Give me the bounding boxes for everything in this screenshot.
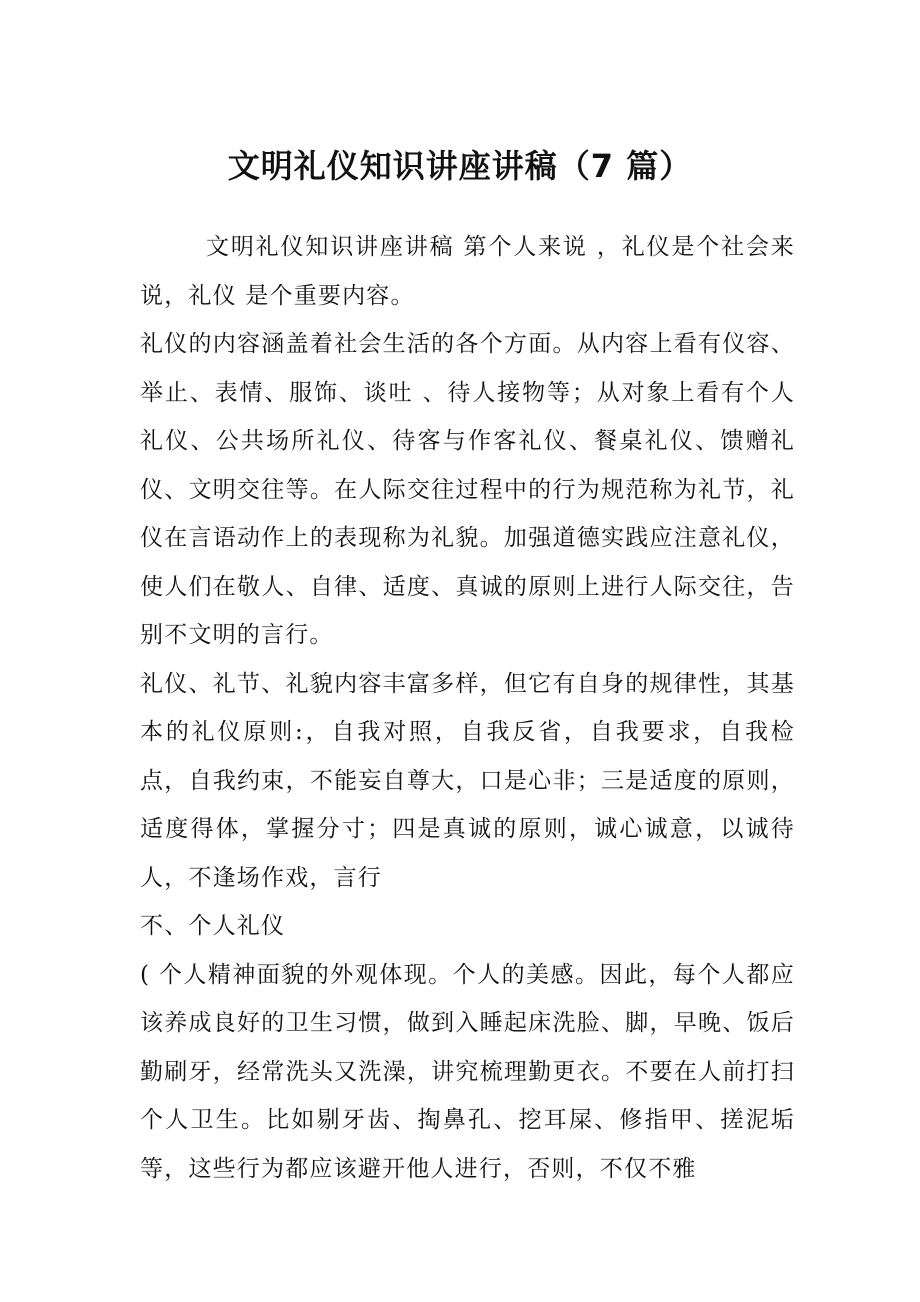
document-title: 文明礼仪知识讲座讲稿（7 篇） [227, 147, 693, 185]
paragraph-intro: 文明礼仪知识讲座讲稿 第个人来说 ，礼仪是个社会来说，礼仪 是个重要内容。 [140, 234, 795, 309]
document-body [140, 223, 795, 1193]
paragraph-personal-hygiene: ( 个人精神面貌的外观体现。个人的美感。因此，每个人都应该养成良好的卫生习惯，做到入睡起床洗脸、脚，早晚、饭后勤刷牙，经常洗头又洗澡，讲究梳理勤更衣。不要在人前打扫个人卫生。比如剔牙齿、掏鼻孔、挖耳屎、修指甲、搓泥垢等，这些行为都应该避开他人进行，否则，不仅不雅 [140, 961, 795, 1182]
paragraph-content-scope: 礼仪的内容涵盖着社会生活的各个方面。从内容上看有仪容、举止、表情、服饰、谈吐 、待人接物等；从对象上看有个人礼仪、公共场所礼仪、待客与作客礼仪、餐桌礼仪、馈赠礼仪、文明交往等。在人际交往过程中的行为规范称为礼节，礼仪在言语动作上的表现称为礼貌。加强道德实践应注意礼仪，使人们在敬人、自律、适度、真诚的原则上进行人际交往，告别不文明的言行。 [140, 331, 795, 648]
section-heading-personal-etiquette: 不、个人礼仪 [140, 913, 286, 939]
paragraph-principles: 礼仪、礼节、礼貌内容丰富多样，但它有自身的规律性，其基本的礼仪原则:，自我对照，自我反省，自我要求，自我检点，自我约束，不能妄自尊大，口是心非；三是适度的原则，适度得体，掌握分寸；四是真诚的原则，诚心诚意，以诚待人，不逢场作戏，言行 [140, 670, 795, 891]
